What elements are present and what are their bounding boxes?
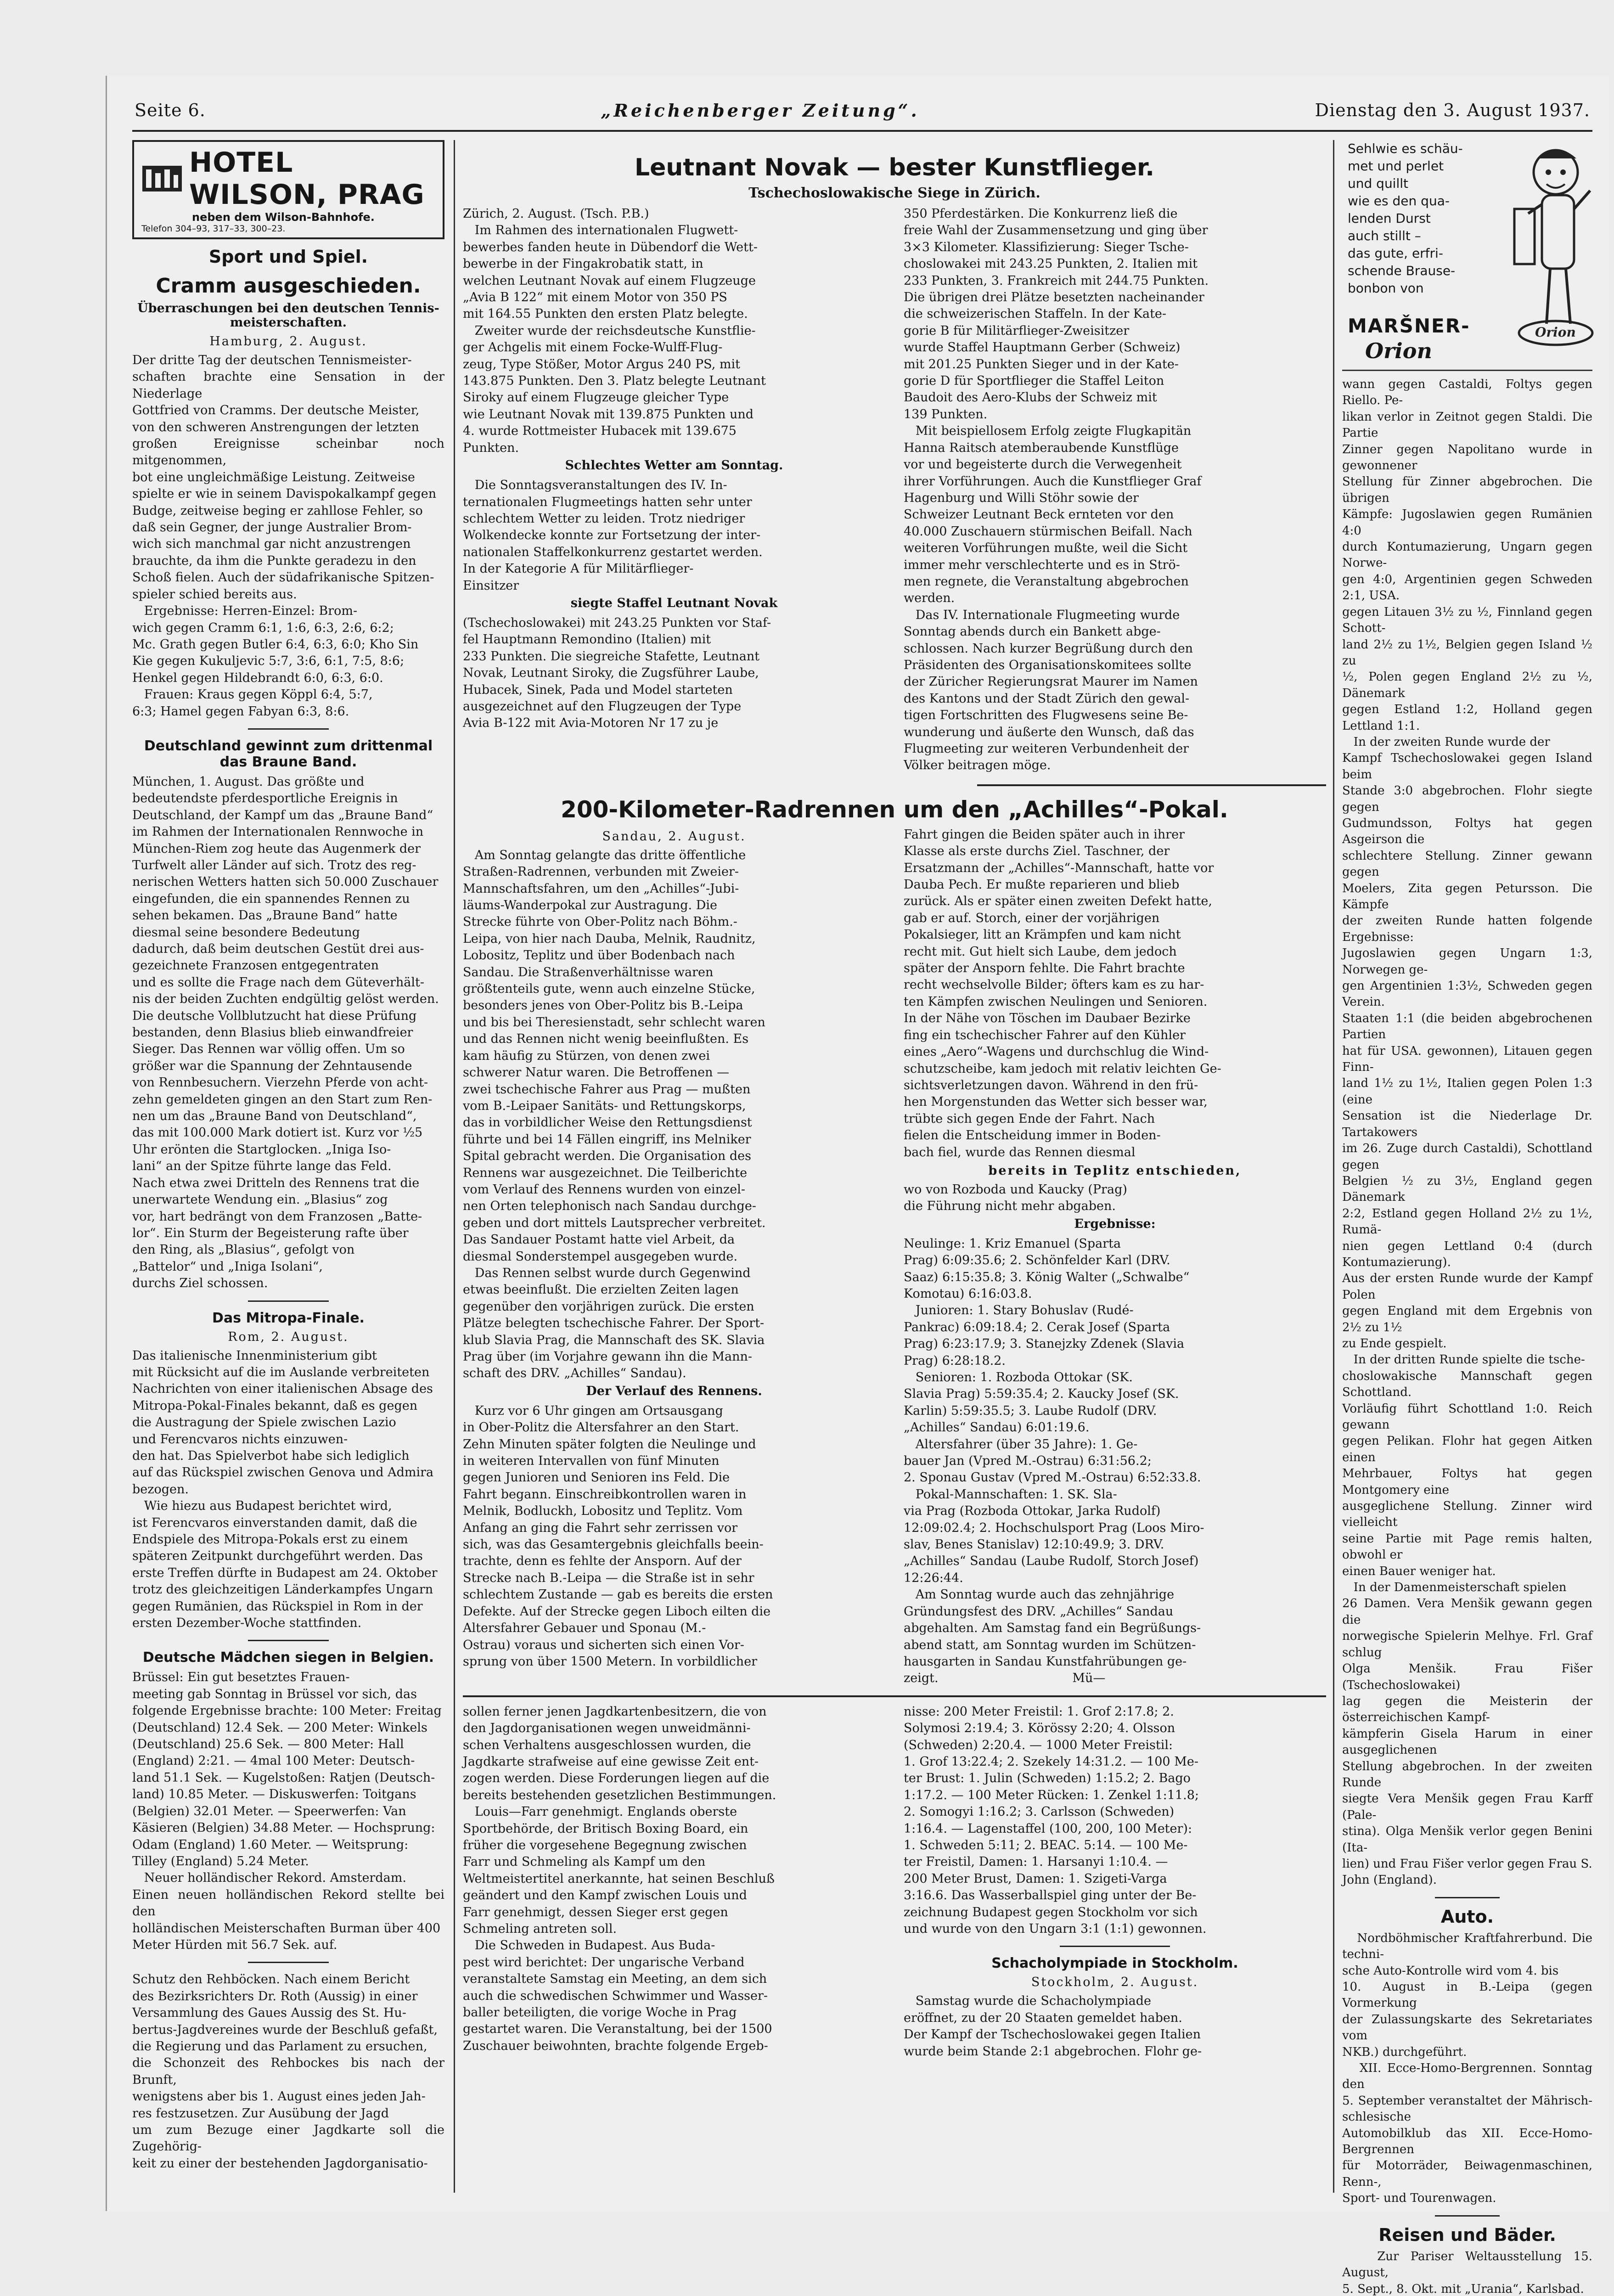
hotel-emblem-icon — [141, 165, 183, 192]
article-novak-left-3: (Tschechoslowakei) mit 243.25 Punkten vor Staf- fel Hauptmann Remondino (Italien) mit 233 Punkten. Die siegreiche Stafette, Leutnant Novak, Leutnant Siroky, die Zugsführer Laube, Hubacek, Sinek, Pada und Model starteten ausgezeichnet auf den Flugzeugen der Type Avia B-122 mit Avia-Motoren Nr 17 zu je — [463, 615, 771, 731]
subhead-wetter: Schlechtes Wetter am Sonntag. — [565, 458, 783, 473]
hotel-wilson-ad — [132, 140, 444, 239]
article-radrennen-left: Am Sonntag gelangte das dritte öffentliche Straßen-Radrennen, verbunden mit Zweier- Mannschaftsfahren, um den „Achilles“-Jubi- läums-Wanderpokal zur Austragung. Die Strecke führte von Ober-Politz nach Böhm.- Leipa, von hier nach Dauba, Melnik, Raudnitz, Lobositz, Teplitz und über Bodenbach nach Sandau. Die Straßenverhältnisse waren größtenteils gute, wenn auch einzelne Stücke, besonders jenes von Ober-Politz bis B.-Leipa und bis bei Theresienstadt, sehr schlecht waren und das Rennen nicht wenig beeinflußten. Es kam häufig zu Stürzen, von denen zwei schwerer Natur waren. Die Betroffenen — zwei tschechische Fahrer aus Prag — mußten vom B.-Leipaer Sanitäts- und Rettungskorps, das in vorbildlicher Weise den Rettungsdienst führte und bei 14 Fällen eingriff, ins Melniker Spital gebracht werden. Die Organisation des Rennens war ausgezeichnet. Die Teilberichte vom Verlauf des Rennens wurden von einzel- nen Orten telephonisch nach Sandau durchge- geben und dort mittels Lautsprecher verbreitet. Das Sandauer Postamt hatte viel Arbeit, da diesmal Sonderstempel ausgegeben wurde. Das Rennen selbst wurde durch Gegenwind etwas beeinflußt. Die erzielten Zeiten lagen gegenüber den vorjährigen zurück. Die ersten Plätze belegten tschechische Fahrer. Der Sport- klub Slavia Prag, die Mannschaft des SK. Slavia Prag über (im Vorjahre gewann ihn die Mann- schaft des DRV. „Achilles“ Sandau). — [463, 848, 766, 1381]
column-middle — [463, 140, 1326, 2197]
article-schach-body: Samstag wurde die Schacholympiade eröffnet, zu der 20 Staaten gemeldet haben. Der Kampf der Tschechoslowakei gegen Italien wurde beim Stande 2:1 abgebrochen. Flohr ge- — [904, 1994, 1202, 2059]
article-radrennen — [463, 827, 1326, 1687]
separator — [248, 1640, 329, 1641]
column-divider — [1333, 140, 1334, 2193]
headline-schacholympiade: Schacholympiade in Stockholm. — [991, 1955, 1238, 1972]
article-radrennen-results: Neulinge: 1. Kriz Emanuel (Sparta Prag) 6:09:35.6; 2. Schönfelder Karl (DRV. Saaz) 6:15:35.8; 3. König Walter („Schwalbe“ Komotau) 6:16:03.8. Junioren: 1. Stary Bohuslav (Rudé- Pankrac) 6:09:18.4; 2. Cerak Josef (Sparta Prag) 6:23:17.9; 3. Stanejzky Zdenek (Slavia Prag) 6:28:18.2. Senioren: 1. Rozboda Ottokar (SK. Slavia Prag) 5:59:35.4; 2. Kaucky Josef (SK. Karlin) 5:59:35.5; 3. Laube Rudolf (DRV. „Achilles“ Sandau) 6:01:19.6. Altersfahrer (über 35 Jahre): 1. Ge- bauer Jan (Vpred M.-Ostrau) 6:31:56.2; 2. Sponau Gustav (Vpred M.-Ostrau) 6:52:33.8. Pokal-Mannschaften: 1. SK. Sla- via Prag (Rozboda Ottokar, Jarka Rudolf) 12:09:02.4; 2. Hochschulsport Prag (Loos Miro- slav, Benes Stanislav) 12:10:49.9; 3. DRV. „Achilles“ Sandau (Laube Rudolf, Storch Josef) 12:26:44. Am Sonntag wurde auch das zehnjährige Gründungsfest des DRV. „Achilles“ Sandau abgehalten. Am Samstag fand ein Begrüßungs- abend statt, am Sonntag wurden im Schützen- hausgarten in Sandau Kunstfahrübungen ge- zeigt. Mü— — [904, 1236, 1204, 1686]
orion-ad-text: Sehlwie es schäu- met und perlet und quillt wie es den qua- lenden Durst auch stillt – das gute, erfri- schende Brause- bonbon von — [1348, 141, 1463, 296]
headline-auto: Auto. — [1440, 1906, 1494, 1927]
dateline-rom: Rom, 2. August. — [228, 1329, 349, 1344]
orion-bottle-label: Orion — [1535, 325, 1576, 340]
article-novak-left: Zürich, 2. August. (Tsch. P.B.) Im Rahmen des internationalen Flugwett- bewerbes fanden heute in Dübendorf die Wett- bewerbe in der Fingakrobatik statt, in welchen Leutnant Novak auf einem Flugzeuge „Avia B 122“ mit einem Motor von 350 PS mit 164.55 Punkten den ersten Platz belegte. Zweiter wurde der reichsdeutsche Kunstflie- ger Achgelis mit einem Focke-Wulff-Flug- zeug, Type Stößer, Motor Argus 240 PS, mit 143.875 Punkten. Den 3. Platz belegte Leutnant Siroky auf einem Flugzeuge gleicher Type wie Leutnant Novak mit 139.875 Punkten und 4. wurde Rottmeister Hubacek mit 139.675 Punkten. — [463, 207, 766, 455]
separator — [248, 1962, 329, 1963]
article-mitropa-body: Das italienische Innenministerium gibt mit Rücksicht auf die im Auslande verbreiteten Nachrichten von einer italienischen Absage des Mitropa-Pokal-Finales bekannt, daß es gegen die Austragung der Spiele zwischen Lazio und Ferencvaros nichts einzuwen- den hat. Das Spielverbot habe sich lediglich auf das Rückspiel zwischen Genova und Admira bezogen. Wie hiezu aus Budapest berichtet wird, ist Ferencvaros einverstanden damit, daß die Endspiele des Mitropa-Pokals erst zu einem späteren Zeitpunkt durchgeführt werden. Das erste Treffen dürfte in Budapest am 24. Oktober trotz des gleichzeitigen Länderkampfes Ungarn gegen Rumänien, das Rückspiel in Rom in der ersten Dezember-Woche stattfinden. — [132, 1348, 438, 1631]
article-schach-continued: wann gegen Castaldi, Foltys gegen Riello. Pe- likan verlor in Zeitnot gegen Staldi. Die Partie Zinner gegen Napolitano wurde in gewonnener Stellung für Zinner abgebrochen. Die übrigen Kämpfe: Jugoslawien gegen Rumänien 4:0 durch Kontumazierung, Ungarn gegen Norwe- gen 4:0, Argentinien gegen Schweden 2:1, USA. gegen Litauen 3½ zu ½, Finnland gegen Schott- land 2½ zu 1½, Belgien gegen Island ½ zu ½, Polen gegen England 2½ zu ½, Dänemark gegen Estland 1:2, Holland gegen Lettland 1:1. In der zweiten Runde wurde der Kampf Tschechoslowakei gegen Island beim Stande 3:0 abgebrochen. Flohr siegte gegen Gudmundsson, Foltys hat gegen Asgeirson die schlechtere Stellung. Zinner gewann gegen Moelers, Zita gegen Petursson. Die Kämpfe der zweiten Runde hatten folgende Ergebnisse: Jugoslawien gegen Ungarn 1:3, Norwegen ge- gen Argentinien 1:3½, Schweden gegen Verein. Staaten 1:1 (die beiden abgebrochenen Partien hat für USA. gewonnen), Litauen gegen Finn- land 1½ zu 1½, Italien gegen Polen 1:3 (eine Sensation ist die Niederlage Dr. Tartakowers im 26. Zuge durch Castaldi), Schottland gegen Belgien ½ zu 3½, England gegen Dänemark 2:2, Estland gegen Holland 2½ zu 1½, Rumä- nien gegen Lettland 0:4 (durch Kontumazierung). Aus der ersten Runde wurde der Kampf Polen gegen England mit dem Ergebnis von 2½ zu 1½ zu Ende gespielt. In der dritten Runde spielte die tsche- choslowakische Mannschaft gegen Schottland. Vorläufig führt Schottland 1:0. Reich gewann gegen Pelikan. Flohr hat gegen Aitken einen Mehrbauer, Foltys hat gegen Montgomery eine ausgeglichene Stellung. Zinner wird vielleicht seine Partie mit Page remis halten, obwohl er einen Bauer weniger hat. In der Damenmeisterschaft spielen 26 Damen. Vera Menšik gewann gegen die norwegische Spielerin Melhye. Frl. Graf schlug Olga Menšik. Frau Fišer (Tschechoslowakei) lag gegen die Meisterin der österreichischen Kampf- kämpferin Gisela Harum in einer ausgeglichenen Stellung abgebrochen. In der zweiten Runde siegte Vera Menšik gegen Frau Karff (Pale- stina). Olga Menšik verlor gegen Benini (Ita- lien) und Frau Fišer verlor gegen Frau S. John (England). — [1342, 377, 1592, 1887]
hotel-location: neben dem Wilson-Bahnhofe. — [192, 211, 375, 224]
subheadline-tennis: Überraschungen bei den deutschen Tennis- meisterschaften. — [137, 301, 439, 330]
article-jagd-boxen-body: sollen ferner jenen Jagdkartenbesitzern, die von den Jagdorganisationen wegen unweidmänni- schen Verhaltens ausgeschlossen wurden, die Jagdkarte strafweise auf eine gewisse Zeit ent- zogen werden. Diese Forderungen liegen auf die bereits bestehenden gesetzlichen Bestimmungen. Louis—Farr genehmigt. Englands oberste Sportbehörde, der Britisch Boxing Board, ein früher die vorgesehene Begegnung zwischen Farr und Schmeling als Kampf um den Weltmeistertitel anerkannte, hat seinen Beschluß geändert und den Kampf zwischen Louis und Farr genehmigt, dessen Sieger erst gegen Schmeling antreten soll. Die Schweden in Budapest. Aus Buda- pest wird berichtet: Der ungarische Verband veranstaltete Samstag ein Meeting, an dem sich auch die schwedischen Schwimmer und Wasser- baller beteiligten, die vorige Woche in Prag gestartet waren. Die Veranstaltung, bei der 1500 Zuschauer beiwohnten, brachte folgende Ergeb- — [463, 1704, 776, 2053]
article-cramm-body: Der dritte Tag der deutschen Tennismeister- schaften brachte eine Sensation in der Niederlage Gottfried von Cramms. Der deutsche Meister, von den schweren Anstrengungen der letzten großen Ereignisse scheinbar noch mitgenommen, bot eine ungleichmäßige Leistung. Zeitweise spielte er wie in seinem Davispokalkampf gegen Budge, zeitweise beging er zahllose Fehler, so daß sein Gegner, der junge Australier Brom- wich sich manchmal gar nicht anzustrengen brauchte, da ihm die Punkte geradezu in den Schoß fielen. Auch der südafrikanische Spitzen- spieler schied bereits aus. Ergebnisse: Herren-Einzel: Brom- wich gegen Cramm 6:1, 1:6, 6:3, 2:6, 6:2; Mc. Grath gegen Butler 6:4, 6:3, 6:0; Kho Sin Kie gegen Kukuljevic 5:7, 3:6, 6:1, 7:5, 8:6; Henkel gegen Hildebrandt 6:0, 6:3, 6:0. Frauen: Kraus gegen Köppl 6:4, 5:7, 6:3; Hamel gegen Fabyan 6:3, 8:6. — [132, 353, 444, 719]
subhead-staffel: siegte Staffel Leutnant Novak — [570, 596, 778, 610]
orion-mascot-illustration — [1510, 140, 1592, 365]
newspaper-title: „Reichenberger Zeitung“. — [601, 100, 920, 121]
hotel-name: HOTEL WILSON, PRAG — [189, 146, 425, 211]
subhead-verlauf: Der Verlauf des Rennens. — [586, 1384, 762, 1398]
article-radrennen-left-2: Kurz vor 6 Uhr gingen am Ortsausgang in Ober-Politz die Altersfahrer an den Start. Zehn Minuten später folgten die Neulinge und in weiteren Intervallen von fünf Minuten gegen Junioren und Senioren ins Feld. Die Fahrt begann. Einschreibkontrollen waren in Melnik, Bodluckh, Lobositz und Teplitz. Vom Anfang an ging die Fahrt sehr zerrissen vor sich, was das Gesamtergebnis gleichfalls beein- trachte, denn es fehlte der Ansporn. Auf der Strecke nach B.-Leipa — die Straße ist in sehr schlechtem Zustande — gab es bereits die ersten Defekte. Auf der Strecke gegen Liboch eilten die Altersfahrer Gebauer und Sponau (M.- Ostrau) voraus und sicherten sich einen Vor- sprung von über 1500 Metern. In vorbildlicher — [463, 1403, 773, 1669]
header-rule — [132, 130, 1592, 132]
article-schwimmen-results: nisse: 200 Meter Freistil: 1. Grof 2:17.8; 2. Solymosi 2:19.4; 3. Körössy 2:20; 4. Olsson (Schweden) 2:20.4. — 1000 Meter Freistil: 1. Grof 13:22.4; 2. Szekely 14:31.2. — 100 Me- ter Brust: 1. Julin (Schweden) 1:15.2; 2. Bago 1:17.2. — 100 Meter Rücken: 1. Zenkel 1:11.8; 2. Somogyi 1:16.2; 3. Carlsson (Schweden) 1:16.4. — Lagenstaffel (100, 200, 100 Meter): 1. Schweden 5:11; 2. BEAC. 5:14. — 100 Me- ter Freistil, Damen: 1. Harsanyi 1:10.4. — 200 Meter Brust, Damen: 1. Szigeti-Varga 3:16.6. Das Wasserballspiel ging unter der Be- zeichnung Budapest gegen Stockholm vor sich und wurde von den Ungarn 3:1 (1:1) gewonnen. — [904, 1704, 1207, 1936]
column-sport — [132, 140, 444, 2197]
article-radrennen-right: Fahrt gingen die Beiden später auch in ihrer Klasse als erste durchs Ziel. Taschner, der Ersatzmann der „Achilles“-Mannschaft, hatte vor Dauba Pech. Er mußte reparieren und blieb zurück. Als er später einen zweiten Defekt hatte, gab er auf. Storch, einer der vorjährigen Pokalsieger, litt an Krämpfen und kam nicht recht mit. Gut hielt sich Laube, dem jedoch später der Ansporn fehlte. Die Fahrt brachte recht wechselvolle Bilder; öfters kam es zu har- ten Kämpfen zwischen Neulingen und Senioren. In der Nähe von Töschen im Daubaer Bezirke fing ein tschechischer Fahrer auf den Kühler eines „Aero“-Wagens und durchschlug die Wind- schutzscheibe, kam jedoch mit relativ leichten Ge- sichtsverletzungen davon. Während in den frü- hen Morgenstunden das Wetter sich besser war, trübte sich gegen Ende der Fahrt. Nach fielen die Entscheidung immer in Boden- bach fiel, wurde das Rennen diesmal — [904, 827, 1221, 1159]
column-divider — [454, 140, 455, 2193]
article-rehboecke-body: Schutz den Rehböcken. Nach einem Bericht des Bezirksrichters Dr. Roth (Aussig) in einer Versammlung des Gaues Aussig des St. Hu- bertus-Jagdvereines wurde der Beschluß gefaßt, die Regierung und das Parlament zu ersuchen, die Schonzeit des Rehbockes bis nach der Brunft, wenigstens aber bis 1. August eines jeden Jah- res festzusetzen. Zur Ausübung der Jagd um zum Bezuge einer Jagdkarte soll die Zugehörig- keit zu einer der bestehenden Jagdorganisatio- — [132, 1972, 444, 2171]
article-reisen-body: Zur Pariser Weltausstellung 15. August, 5. Sept., 8. Okt. mit „Urania“, Karlsbad. — [1342, 2249, 1592, 2296]
orion-brand: MARŠNER- — [1348, 315, 1470, 337]
subheadline-zuerich: Tschechoslowakische Siege in Zürich. — [748, 185, 1040, 201]
subhead-teplitz: bereits in Teplitz entschieden, — [988, 1163, 1242, 1178]
headline-novak: Leutnant Novak — bester Kunstflieger. — [634, 154, 1155, 181]
separator — [463, 1695, 1326, 1697]
article-sport-bottom — [463, 1704, 1326, 2060]
headline-radrennen: 200-Kilometer-Radrennen um den „Achilles“-Pokal. — [561, 796, 1228, 823]
separator — [1435, 2215, 1500, 2217]
orion-ad — [1342, 140, 1592, 371]
separator — [248, 728, 329, 730]
headline-cramm: Cramm ausgeschieden. — [156, 274, 421, 298]
headline-braunes-band: Deutschland gewinnt zum drittenmal das Braune Band. — [144, 737, 433, 770]
issue-date: Dienstag den 3. August 1937. — [1315, 100, 1590, 120]
separator — [977, 784, 1326, 786]
dateline-hamburg: Hamburg, 2. August. — [209, 334, 367, 349]
separator — [248, 1300, 329, 1302]
article-belgien-body: Brüssel: Ein gut besetztes Frauen- meeting gab Sonntag in Brüssel vor sich, das folgende Ergebnisse brachte: 100 Meter: Freitag (Deutschland) 12.4 Sek. — 200 Meter: Winkels (Deutschland) 25.6 Sek. — 800 Meter: Hall (England) 2:21. — 4mal 100 Meter: Deutsch- land 51.1 Sek. — Kugelstoßen: Ratjen (Deutsch- land) 10.85 Meter. — Diskuswerfen: Toitgans (Belgien) 32.01 Meter. — Speerwerfen: Van Käsieren (Belgien) 34.88 Meter. — Hochsprung: Odam (England) 1.60 Meter. — Weitsprung: Tilley (England) 5.24 Meter. Neuer holländischer Rekord. Amsterdam. Einen neuen holländischen Rekord stellte bei den holländischen Meisterschaften Burman über 400 Meter Hürden mit 56.7 Sek. auf. — [132, 1670, 444, 1952]
separator — [1060, 1946, 1170, 1947]
page-number: Seite 6. — [135, 100, 206, 120]
separator — [1435, 1897, 1500, 1898]
article-braunes-band-body: München, 1. August. Das größte und bedeutendste pferdesportliche Ereignis in Deutschland, der Kampf um das „Braune Band“ im Rahmen der Internationalen Rennwoche in München-Riem zog heute das Augenmerk der Turfwelt aller Länder auf sich. Trotz des reg- nerischen Wetters hatten sich 50.000 Zuschauer eingefunden, die ein spannendes Rennen zu sehen bekamen. Das „Braune Band“ hatte diesmal seine besondere Bedeutung dadurch, daß beim deutschen Gestüt drei aus- gezeichnete Franzosen entgegentraten und es sollte die Frage nach dem Güteverhält- nis der beiden Zuchten endgültig gelöst werden. Die deutsche Vollblutzucht hat diese Prüfung bestanden, denn Blasius blieb einwandfreier Sieger. Das Rennen war völlig offen. Um so größer war die Spannung der Zehntausende von Rennbesuchern. Vierzehn Pferde von acht- zehn gemeldeten gingen an den Start zum Ren- nen um das „Braune Band von Deutschland“, das mit 100.000 Mark dotiert ist. Kurz vor ½5 Uhr erönten die Startglocken. „Iniga Iso- lani“ an der Spitze führte lange das Feld. Nach etwa zwei Dritteln des Rennens trat die unerwartete Wendung ein. „Blasius“ zog vor, hart bedrängt von dem Franzosen „Batte- lor“. Ein Sturm der Begeisterung rafte über den Ring, als „Blasius“, gefolgt von „Battelor“ und „Iniga Isolani“, durchs Ziel schossen. — [132, 774, 439, 1291]
article-novak-right: 350 Pferdestärken. Die Konkurrenz ließ die freie Wahl der Zusammensetzung und ging über 3×3 Kilometer. Klassifizierung: Sieger Tsche- choslowakei mit 243.25 Punkten, 2. Italien mit 233 Punkten, 3. Frankreich mit 244.75 Punkten. Die übrigen drei Plätze besetzten nacheinander die schweizerischen Staffeln. In der Kate- gorie B für Militärflieger-Zweisitzer wurde Staffel Hauptmann Gerber (Schweiz) mit 201.25 Punkten Sieger und in der Kate- gorie D für Sportflieger die Staffel Leiton Baudoit des Aero-Klubs der Schweiz mit 139 Punkten. Mit beispiellosem Erfolg zeigte Flugkapitän Hanna Raitsch atemberaubende Kunstflüge vor und begeisterte durch die Verwegenheit ihrer Vorführungen. Auch die Kunstflieger Graf Hagenburg und Willi Stöhr sowie der Schweizer Leutnant Beck ernteten vor den 40.000 Zuschauern stürmischen Beifall. Nach weiteren Vorführungen mußte, weil die Sicht immer mehr verschlechterte und es in Strö- men regnete, die Veranstaltung abgebrochen werden. Das IV. Internationale Flugmeeting wurde Sonntag abends durch ein Bankett abge- schlossen. Nach kurzer Begrüßung durch den Präsidenten des Organisationskomitees sollte der Züricher Regierungsrat Maurer im Namen des Kantons und der Stadt Zürich den gewal- tigen Fortschritten des Flugwesens seine Be- wunderung und äußerte den Wunsch, daß das Flugmeeting zur weiteren Verbundenheit der Völker beitragen möge. — [904, 207, 1209, 773]
column-right — [1342, 140, 1593, 2296]
headline-belgien: Deutsche Mädchen siegen in Belgien. — [142, 1649, 434, 1666]
newspaper-page — [106, 76, 1608, 2296]
orion-logo-script: Orion — [1365, 338, 1432, 363]
headline-mitropa: Das Mitropa-Finale. — [212, 1310, 365, 1326]
article-novak — [463, 206, 1326, 774]
subhead-ergebnisse: Ergebnisse: — [1074, 1216, 1156, 1231]
running-header — [135, 94, 1590, 126]
hotel-phone: Telefon 304–93, 317–33, 300–23. — [141, 224, 286, 234]
article-radrennen-right-2: wo von Rozboda und Kaucky (Prag) die Führung nicht mehr abgaben. — [904, 1182, 1127, 1214]
dateline-sandau: Sandau, 2. August. — [602, 829, 746, 844]
dateline-stockholm: Stockholm, 2. August. — [1031, 1975, 1199, 1990]
article-novak-left-2: Die Sonntagsveranstaltungen des IV. In- ternationalen Flugmeetings hatten sehr unter schlechtem Wetter zu leiden. Trotz niedriger Wolkendecke konnte zur Fortsetzung der inter- nationalen Staffelkonkurrenz gestartet werden. In der Kategorie A für Militärflieger- Einsitzer — [463, 478, 763, 593]
section-heading-sport: Sport und Spiel. — [208, 247, 368, 267]
article-auto-body: Nordböhmischer Kraftfahrerbund. Die techni- sche Auto-Kontrolle wird vom 4. bis 10. August in B.-Leipa (gegen Vormerkung der Zulassungskarte des Sekretariates vom NKB.) durchgeführt. XII. Ecce-Homo-Bergrennen. Sonntag den 5. September veranstaltet der Mährisch-schlesische Automobilklub das XII. Ecce-Homo-Bergrennen für Motorräder, Beiwagenmaschinen, Renn-, Sport- und Tourenwagen. — [1342, 1931, 1593, 2206]
headline-reisen: Reisen und Bäder. — [1378, 2224, 1556, 2245]
